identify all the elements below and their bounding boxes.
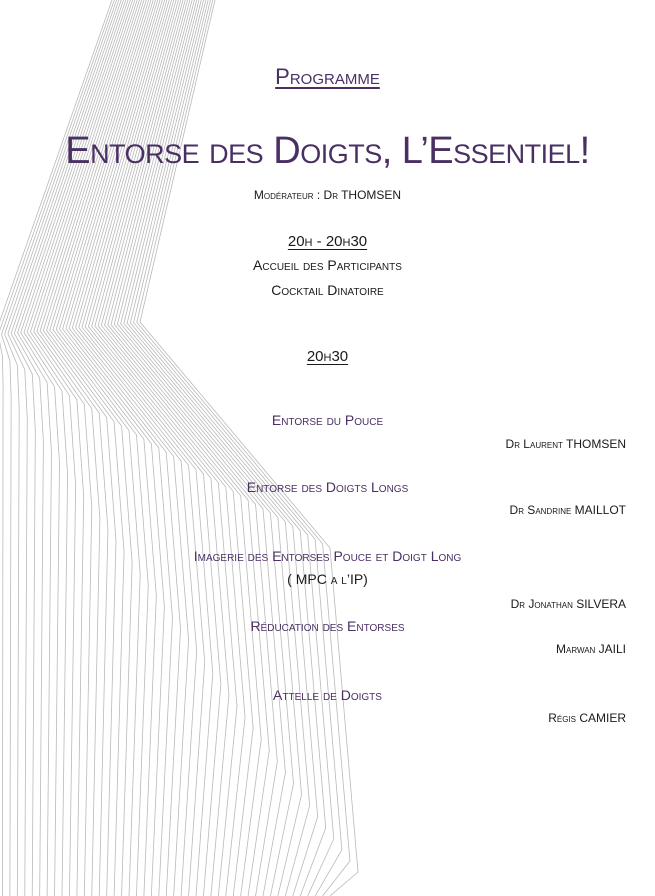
talk-title: Imagerie des Entorses Pouce et Doigt Long: [193, 548, 462, 564]
talk-speaker: Régis CAMIER: [548, 711, 626, 725]
welcome-line-2: Cocktail Dinatoire: [271, 282, 384, 298]
talk-subtitle: ( MPC a l’IP): [287, 571, 368, 587]
talk-speaker: Dr Jonathan SILVERA: [510, 597, 626, 611]
talk-title: Attelle de Doigts: [273, 687, 382, 703]
talk-speaker: Marwan JAILI: [555, 642, 626, 656]
talk-title: Entorse des Doigts Longs: [246, 479, 409, 495]
session-time: 20h30: [306, 348, 349, 365]
welcome-time: 20h - 20h30: [287, 233, 368, 250]
talk-title: Entorse du Pouce: [271, 412, 384, 428]
page-title: Entorse des Doigts, L’Essentiel!: [65, 130, 590, 172]
talk-speaker: Dr Laurent THOMSEN: [505, 437, 626, 451]
programme-heading: Programme: [275, 64, 380, 89]
talk-speaker: Dr Sandrine MAILLOT: [509, 503, 626, 517]
talk-title: Réducation des Entorses: [250, 618, 405, 634]
moderator-line: Modérateur : Dr THOMSEN: [253, 188, 402, 202]
welcome-line-1: Accueil des Participants: [253, 257, 402, 273]
